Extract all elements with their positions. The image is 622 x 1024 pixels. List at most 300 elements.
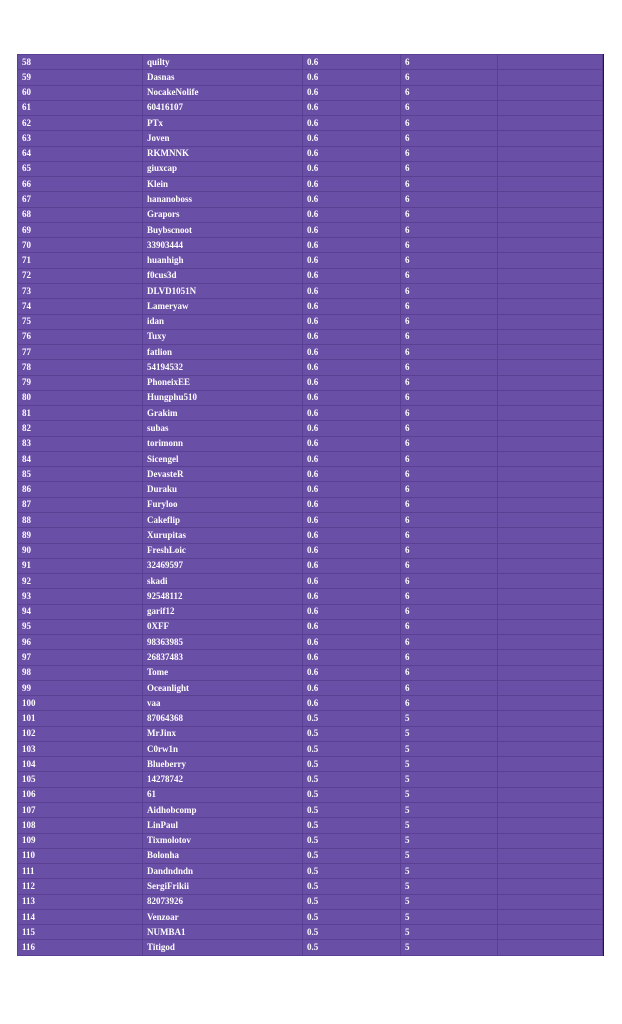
table-row [18,619,603,634]
empty-cell [498,894,603,909]
table-row [18,604,603,619]
rank-cell: 87 [18,497,143,512]
count-cell: 5 [401,894,498,909]
score-cell: 0.6 [303,70,401,85]
rank-cell: 61 [18,100,143,115]
score-cell: 0.6 [303,497,401,512]
score-cell: 0.6 [303,192,401,207]
player-name-cell: hananoboss [143,192,303,207]
player-name-cell: Hungphu510 [143,390,303,405]
player-name-cell: 26837483 [143,650,303,665]
count-cell: 5 [401,818,498,833]
empty-cell [498,803,603,818]
empty-cell [498,589,603,604]
rank-cell: 64 [18,146,143,161]
score-cell: 0.6 [303,436,401,451]
rank-cell: 101 [18,711,143,726]
player-name-cell: MrJinx [143,726,303,741]
player-name-cell: Klein [143,177,303,192]
player-name-cell: DLVD1051N [143,283,303,298]
player-name-cell: Oceanlight [143,680,303,695]
rank-cell: 90 [18,543,143,558]
table-row [18,879,603,894]
table-row [18,268,603,283]
empty-cell [498,940,603,955]
rank-cell: 91 [18,558,143,573]
rank-cell: 67 [18,192,143,207]
score-cell: 0.6 [303,635,401,650]
rank-cell: 95 [18,619,143,634]
player-name-cell: 14278742 [143,772,303,787]
player-name-cell: SergiFrikii [143,879,303,894]
empty-cell [498,482,603,497]
score-cell: 0.6 [303,100,401,115]
empty-cell [498,421,603,436]
rank-cell: 100 [18,696,143,711]
table-row [18,299,603,314]
rank-cell: 70 [18,238,143,253]
table-row [18,772,603,787]
empty-cell [498,879,603,894]
player-name-cell: 60416107 [143,100,303,115]
empty-cell [498,864,603,879]
count-cell: 6 [401,116,498,131]
count-cell: 6 [401,497,498,512]
empty-cell [498,131,603,146]
count-cell: 5 [401,726,498,741]
rank-cell: 112 [18,879,143,894]
player-name-cell: idan [143,314,303,329]
score-cell: 0.6 [303,161,401,176]
score-cell: 0.6 [303,146,401,161]
rank-cell: 111 [18,864,143,879]
empty-cell [498,222,603,237]
score-cell: 0.5 [303,925,401,940]
empty-cell [498,268,603,283]
empty-cell [498,818,603,833]
table-row [18,283,603,298]
count-cell: 5 [401,909,498,924]
table-row [18,635,603,650]
player-name-cell: Dasnas [143,70,303,85]
count-cell: 6 [401,512,498,527]
table-row [18,818,603,833]
rank-cell: 80 [18,390,143,405]
rank-cell: 84 [18,451,143,466]
empty-cell [498,375,603,390]
score-cell: 0.5 [303,940,401,955]
table-row [18,925,603,940]
rank-cell: 88 [18,512,143,527]
score-cell: 0.6 [303,619,401,634]
count-cell: 6 [401,192,498,207]
count-cell: 5 [401,925,498,940]
table-row [18,253,603,268]
count-cell: 6 [401,207,498,222]
table-row [18,360,603,375]
count-cell: 6 [401,558,498,573]
table-row [18,314,603,329]
table-row [18,543,603,558]
player-name-cell: Grakim [143,406,303,421]
player-name-cell: Cakeflip [143,512,303,527]
empty-cell [498,711,603,726]
table-row [18,650,603,665]
table-row [18,161,603,176]
player-name-cell: Bolonha [143,848,303,863]
rank-cell: 65 [18,161,143,176]
player-name-cell: f0cus3d [143,268,303,283]
leaderboard-body [18,55,603,956]
score-cell: 0.6 [303,467,401,482]
player-name-cell: Buybscnoot [143,222,303,237]
score-cell: 0.6 [303,421,401,436]
player-name-cell: Xurupitas [143,528,303,543]
rank-cell: 68 [18,207,143,222]
player-name-cell: PhoneixEE [143,375,303,390]
player-name-cell: Sicengel [143,451,303,466]
empty-cell [498,680,603,695]
count-cell: 6 [401,299,498,314]
table-row [18,711,603,726]
count-cell: 6 [401,421,498,436]
leaderboard-table-container [17,54,604,956]
player-name-cell: Lameryaw [143,299,303,314]
player-name-cell: Tixmolotov [143,833,303,848]
empty-cell [498,436,603,451]
empty-cell [498,741,603,756]
table-row [18,70,603,85]
count-cell: 6 [401,390,498,405]
empty-cell [498,833,603,848]
empty-cell [498,146,603,161]
count-cell: 6 [401,482,498,497]
count-cell: 6 [401,161,498,176]
empty-cell [498,299,603,314]
player-name-cell: DevasteR [143,467,303,482]
player-name-cell: subas [143,421,303,436]
score-cell: 0.6 [303,406,401,421]
count-cell: 6 [401,70,498,85]
score-cell: 0.6 [303,345,401,360]
count-cell: 6 [401,619,498,634]
count-cell: 6 [401,467,498,482]
player-name-cell: FreshLoic [143,543,303,558]
count-cell: 6 [401,85,498,100]
table-row [18,222,603,237]
empty-cell [498,619,603,634]
count-cell: 6 [401,146,498,161]
empty-cell [498,177,603,192]
rank-cell: 86 [18,482,143,497]
player-name-cell: garif12 [143,604,303,619]
count-cell: 6 [401,604,498,619]
player-name-cell: PTx [143,116,303,131]
table-row [18,329,603,344]
score-cell: 0.5 [303,818,401,833]
table-row [18,85,603,100]
player-name-cell: Joven [143,131,303,146]
table-row [18,558,603,573]
empty-cell [498,116,603,131]
score-cell: 0.5 [303,711,401,726]
score-cell: 0.6 [303,375,401,390]
empty-cell [498,726,603,741]
table-row [18,833,603,848]
player-name-cell: Furyloo [143,497,303,512]
table-row [18,345,603,360]
table-row [18,406,603,421]
score-cell: 0.6 [303,131,401,146]
player-name-cell: 32469597 [143,558,303,573]
empty-cell [498,574,603,589]
empty-cell [498,696,603,711]
empty-cell [498,925,603,940]
player-name-cell: Aidhobcomp [143,803,303,818]
player-name-cell: giuxcap [143,161,303,176]
rank-cell: 74 [18,299,143,314]
rank-cell: 62 [18,116,143,131]
empty-cell [498,604,603,619]
rank-cell: 63 [18,131,143,146]
score-cell: 0.5 [303,741,401,756]
player-name-cell: quilty [143,55,303,70]
rank-cell: 75 [18,314,143,329]
score-cell: 0.5 [303,787,401,802]
table-row [18,741,603,756]
score-cell: 0.5 [303,757,401,772]
player-name-cell: Grapors [143,207,303,222]
count-cell: 6 [401,329,498,344]
score-cell: 0.5 [303,772,401,787]
score-cell: 0.6 [303,177,401,192]
rank-cell: 105 [18,772,143,787]
player-name-cell: Tome [143,665,303,680]
count-cell: 6 [401,100,498,115]
rank-cell: 82 [18,421,143,436]
score-cell: 0.6 [303,558,401,573]
score-cell: 0.5 [303,833,401,848]
table-row [18,375,603,390]
table-row [18,940,603,955]
score-cell: 0.6 [303,482,401,497]
score-cell: 0.6 [303,283,401,298]
rank-cell: 60 [18,85,143,100]
player-name-cell: Venzoar [143,909,303,924]
rank-cell: 116 [18,940,143,955]
table-row [18,131,603,146]
player-name-cell: NUMBA1 [143,925,303,940]
player-name-cell: Blueberry [143,757,303,772]
player-name-cell: 33903444 [143,238,303,253]
rank-cell: 109 [18,833,143,848]
player-name-cell: 54194532 [143,360,303,375]
player-name-cell: torimonn [143,436,303,451]
count-cell: 6 [401,345,498,360]
table-row [18,894,603,909]
rank-cell: 107 [18,803,143,818]
table-row [18,574,603,589]
score-cell: 0.6 [303,55,401,70]
empty-cell [498,161,603,176]
rank-cell: 85 [18,467,143,482]
rank-cell: 72 [18,268,143,283]
table-row [18,55,603,70]
score-cell: 0.6 [303,299,401,314]
rank-cell: 113 [18,894,143,909]
player-name-cell: RKMNNK [143,146,303,161]
rank-cell: 73 [18,283,143,298]
count-cell: 6 [401,635,498,650]
player-name-cell: Tuxy [143,329,303,344]
table-row [18,390,603,405]
count-cell: 6 [401,680,498,695]
empty-cell [498,329,603,344]
table-row [18,116,603,131]
empty-cell [498,345,603,360]
empty-cell [498,497,603,512]
rank-cell: 71 [18,253,143,268]
count-cell: 6 [401,177,498,192]
count-cell: 6 [401,406,498,421]
table-row [18,909,603,924]
count-cell: 6 [401,696,498,711]
rank-cell: 59 [18,70,143,85]
rank-cell: 78 [18,360,143,375]
empty-cell [498,390,603,405]
table-row [18,451,603,466]
count-cell: 6 [401,543,498,558]
count-cell: 6 [401,451,498,466]
empty-cell [498,467,603,482]
score-cell: 0.5 [303,864,401,879]
count-cell: 6 [401,131,498,146]
rank-cell: 81 [18,406,143,421]
empty-cell [498,70,603,85]
empty-cell [498,100,603,115]
empty-cell [498,848,603,863]
rank-cell: 69 [18,222,143,237]
table-row [18,177,603,192]
rank-cell: 58 [18,55,143,70]
score-cell: 0.6 [303,360,401,375]
count-cell: 6 [401,360,498,375]
score-cell: 0.6 [303,253,401,268]
player-name-cell: 98363985 [143,635,303,650]
table-row [18,146,603,161]
count-cell: 6 [401,650,498,665]
score-cell: 0.6 [303,329,401,344]
score-cell: 0.6 [303,528,401,543]
empty-cell [498,558,603,573]
score-cell: 0.6 [303,589,401,604]
empty-cell [498,253,603,268]
count-cell: 5 [401,772,498,787]
table-row [18,680,603,695]
table-row [18,589,603,604]
player-name-cell: 87064368 [143,711,303,726]
count-cell: 5 [401,803,498,818]
empty-cell [498,314,603,329]
rank-cell: 93 [18,589,143,604]
empty-cell [498,635,603,650]
table-row [18,192,603,207]
table-row [18,528,603,543]
player-name-cell: LinPaul [143,818,303,833]
player-name-cell: Duraku [143,482,303,497]
rank-cell: 77 [18,345,143,360]
rank-cell: 108 [18,818,143,833]
empty-cell [498,772,603,787]
player-name-cell: 0XFF [143,619,303,634]
score-cell: 0.6 [303,207,401,222]
rank-cell: 92 [18,574,143,589]
table-row [18,726,603,741]
count-cell: 5 [401,940,498,955]
count-cell: 6 [401,253,498,268]
empty-cell [498,85,603,100]
empty-cell [498,909,603,924]
empty-cell [498,283,603,298]
empty-cell [498,192,603,207]
score-cell: 0.6 [303,650,401,665]
table-row [18,696,603,711]
count-cell: 6 [401,238,498,253]
empty-cell [498,650,603,665]
rank-cell: 79 [18,375,143,390]
score-cell: 0.6 [303,680,401,695]
score-cell: 0.6 [303,238,401,253]
player-name-cell: fatlion [143,345,303,360]
score-cell: 0.5 [303,879,401,894]
score-cell: 0.5 [303,726,401,741]
table-row [18,803,603,818]
count-cell: 6 [401,665,498,680]
rank-cell: 76 [18,329,143,344]
rank-cell: 104 [18,757,143,772]
player-name-cell: Dandndndn [143,864,303,879]
empty-cell [498,512,603,527]
empty-cell [498,757,603,772]
empty-cell [498,665,603,680]
count-cell: 6 [401,375,498,390]
player-name-cell: huanhigh [143,253,303,268]
rank-cell: 66 [18,177,143,192]
empty-cell [498,406,603,421]
rank-cell: 114 [18,909,143,924]
table-row [18,100,603,115]
score-cell: 0.6 [303,268,401,283]
player-name-cell: vaa [143,696,303,711]
count-cell: 6 [401,268,498,283]
score-cell: 0.6 [303,696,401,711]
leaderboard-table [17,54,603,956]
count-cell: 5 [401,757,498,772]
player-name-cell: 92548112 [143,589,303,604]
player-name-cell: 61 [143,787,303,802]
table-row [18,238,603,253]
rank-cell: 97 [18,650,143,665]
score-cell: 0.5 [303,848,401,863]
score-cell: 0.6 [303,314,401,329]
table-row [18,421,603,436]
score-cell: 0.6 [303,512,401,527]
table-row [18,512,603,527]
count-cell: 6 [401,314,498,329]
table-row [18,665,603,680]
empty-cell [498,55,603,70]
rank-cell: 115 [18,925,143,940]
